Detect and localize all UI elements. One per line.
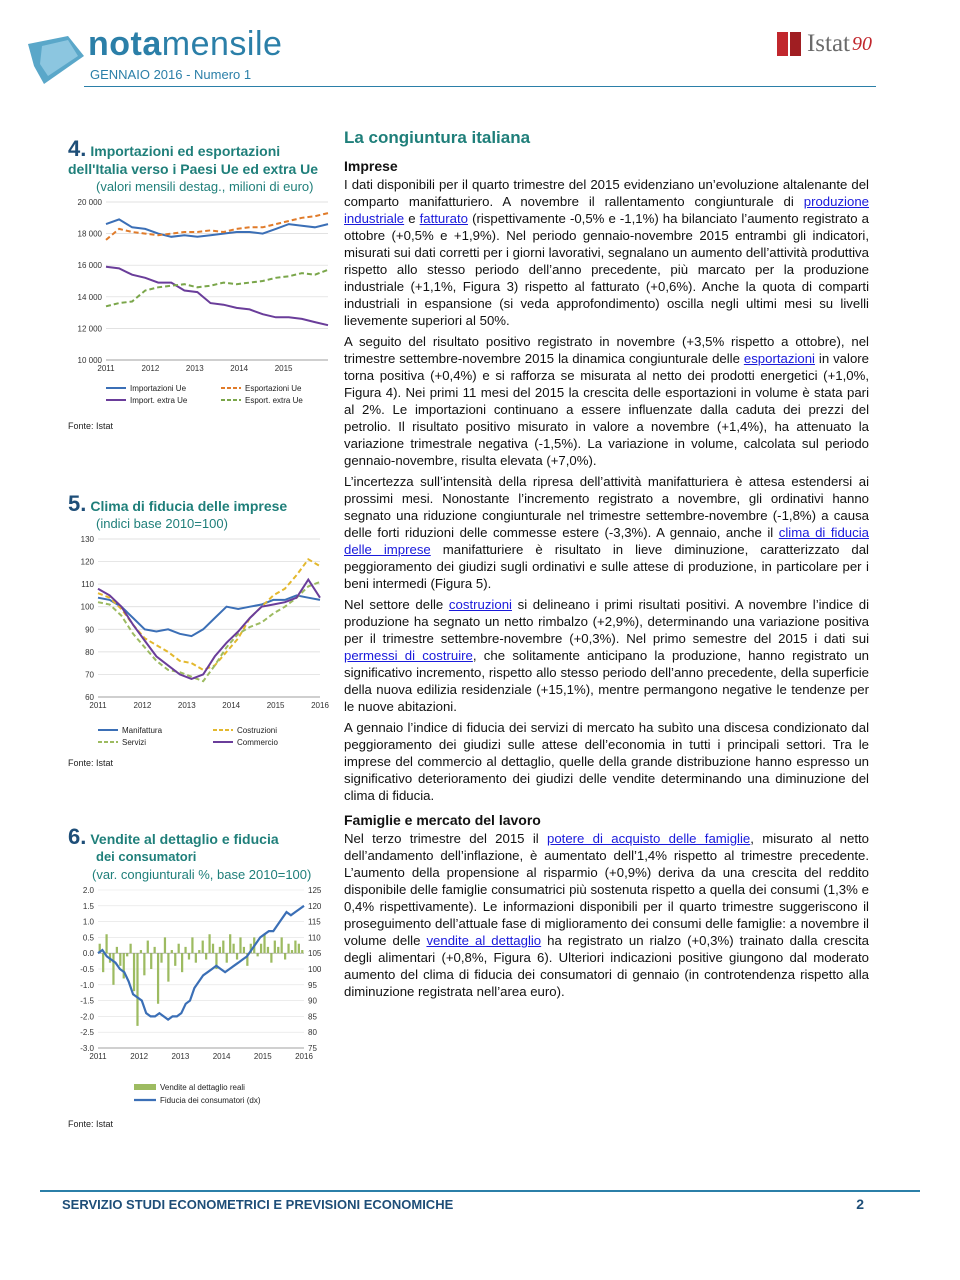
figure-subtitle: (valori mensili destag., milioni di euro) [96, 179, 314, 194]
subsection-title-famiglie: Famiglie e mercato del lavoro [344, 812, 541, 828]
bar [116, 947, 118, 953]
series-line [106, 270, 328, 306]
y-tick-label: 16 000 [77, 261, 102, 271]
legend-label: Fiducia dei consumatori (dx) [160, 1096, 261, 1105]
text-run: Nel terzo trimestre del 2015 il [344, 831, 547, 846]
y-tick-label: 14 000 [77, 292, 102, 302]
istat-flag-icon [790, 32, 801, 56]
bar [243, 947, 245, 953]
y-tick-label: 2.0 [82, 886, 94, 895]
text-run: , misurato al netto dell’andamento dell’inflazione, è aumentato dell’1,4% rispetto al trimestre precedente. L’aumento della propensione al risparmio (+0,9%) deriva da una crescita del reddito disponibile delle famiglie consumatrici più sostenuta rispetto a quella dei consumi (1,3% e 0,4% rispettivamente). Le informazioni disponibili per il quarto trimestre suggeriscono il proseguimento dell’attuale fase di miglioramento dei consumi delle famiglie: a novembre il volume delle [344, 831, 869, 948]
y-tick-label: 130 [80, 535, 94, 544]
x-tick-label: 2014 [230, 364, 249, 373]
bar [171, 950, 173, 953]
x-tick-label: 2012 [133, 701, 152, 710]
x-tick-label: 2013 [185, 364, 204, 373]
y-tick-label: 70 [85, 670, 94, 680]
x-tick-label: 2011 [89, 1052, 107, 1061]
bar [143, 953, 145, 975]
bar [191, 937, 193, 953]
figure-number: 5. [68, 491, 87, 516]
figure-title [68, 136, 338, 178]
figure-title [68, 491, 338, 516]
subsection-title-imprese: Imprese [344, 158, 398, 174]
x-tick-label: 2012 [141, 364, 160, 373]
text-run: si delineano i primi risultati positivi. A novembre l’indice di produzione ha segnato un netto rimbalzo (+2,9%), determinando una variazione positiva per il trimestre settembre-novembre (+0,3%). Nel primo semestre del 2015 i dati sui [344, 597, 869, 646]
y-tick-label: -2.0 [80, 1012, 94, 1022]
bar [222, 941, 224, 954]
bar [130, 944, 132, 953]
y-tick-label: 1.0 [82, 917, 94, 927]
brand-title [88, 24, 282, 64]
y-tick-label: -0.5 [80, 965, 94, 974]
bar [294, 941, 296, 954]
figure-source: Fonte: Istat [68, 1119, 114, 1129]
bar [184, 947, 186, 953]
bar [198, 950, 200, 953]
y-tick-label: 18 000 [77, 229, 102, 239]
figure-title-line2: dei consumatori [96, 849, 197, 864]
bar [281, 937, 283, 953]
bar [160, 953, 162, 962]
y2-tick-label: 80 [308, 1028, 317, 1038]
istat-logo [777, 30, 872, 58]
footer-rule [40, 1190, 920, 1192]
figure-title-text: Clima di fiducia delle imprese [90, 498, 288, 514]
y-tick-label: 110 [81, 580, 94, 590]
y2-tick-label: 95 [308, 980, 317, 990]
figure-subtitle: (indici base 2010=100) [96, 516, 228, 531]
y2-tick-label: 75 [308, 1044, 317, 1053]
y-tick-label: 0.0 [82, 949, 94, 959]
main-text [344, 128, 869, 1004]
paragraph-4 [344, 596, 869, 715]
y-tick-label: 60 [85, 693, 94, 702]
istat-name: Istat [806, 30, 850, 57]
x-tick-label: 2012 [130, 1052, 149, 1061]
figure-4 [68, 136, 338, 431]
bar [119, 953, 121, 966]
bar [287, 944, 289, 953]
x-tick-label: 2013 [177, 701, 196, 710]
bar [267, 947, 269, 953]
x-tick-label: 2016 [295, 1052, 313, 1061]
text-run: ha registrato un rialzo (+0,3%) trainato dalla crescita degli alimentari (+0,8%, Figura 6). Ulteriori indicazioni positive giungono dal moderato aumento del clima di fiducia dei consumatori di gennaio (in controtendenza rispetto alla diminuzione registrata nell’area euro). [344, 933, 869, 999]
series-line [106, 213, 328, 240]
bar [263, 934, 265, 953]
link-esportazioni[interactable]: esportazioni [743, 351, 815, 366]
footer-text: SERVIZIO STUDI ECONOMETRICI E PREVISIONI ECONOMICHE [62, 1197, 454, 1212]
bar [291, 950, 293, 953]
text-run: L’incertezza sull’intensità della ripresa dell’attività manifatturiera è attesa estendersi ai prossimi mesi. Nonostante l’incremento registrato a novembre, gli ordinativi hanno segnato una riduzione congiunturale nel trimestre settembre-novembre (-1,8%) a causa delle forti riduzioni delle commesse estere (-3,3%). A gennaio, anche il [344, 474, 869, 540]
chart-fig4 [68, 196, 338, 421]
notamensile-arrow-icon [28, 36, 84, 84]
legend-label: Importazioni Ue [130, 384, 187, 393]
y-tick-label: 10 000 [77, 356, 102, 365]
figure-source: Fonte: Istat [68, 421, 114, 431]
bar [147, 941, 149, 954]
y-tick-label: 90 [85, 625, 94, 635]
series-line [98, 559, 320, 670]
text-run: I dati disponibili per il quarto trimestre del 2015 evidenziano un’evoluzione altalenante del comparto manifatturiero. A novembre il rallentamento congiunturale di [344, 177, 869, 209]
istat-ninety: 90 [852, 32, 872, 55]
bar [274, 941, 276, 954]
bar [178, 944, 180, 953]
legend-label: Vendite al dettaglio reali [160, 1083, 245, 1092]
y-tick-label: -3.0 [80, 1044, 94, 1053]
legend-label: Servizi [122, 738, 147, 747]
link-potere-acquisto[interactable]: potere di acquisto delle famiglie [546, 831, 751, 846]
bar [202, 941, 204, 954]
y-tick-label: 1.5 [82, 901, 94, 911]
bar [257, 953, 259, 956]
bar [233, 944, 235, 953]
figure-title-text: Importazioni ed esportazioni dell'Italia verso i Paesi Ue ed extra Ue [68, 143, 319, 177]
x-tick-label: 2015 [253, 1052, 272, 1061]
brand-light: mensile [161, 25, 283, 63]
bar [219, 947, 221, 953]
x-tick-label: 2011 [89, 701, 107, 710]
bar [150, 953, 152, 969]
y-tick-label: 0.5 [82, 933, 94, 943]
x-tick-label: 2015 [274, 364, 293, 373]
bar [236, 953, 238, 959]
figure-subtitle: (var. congiunturali %, base 2010=100) [92, 867, 312, 882]
y-tick-label: -1.5 [80, 996, 94, 1006]
y-tick-label: 120 [80, 557, 94, 567]
y-tick-label: 12 000 [77, 324, 102, 334]
paragraph-2 [344, 333, 869, 469]
y-tick-label: 20 000 [77, 198, 102, 207]
figure-source: Fonte: Istat [68, 758, 114, 768]
y2-tick-label: 100 [308, 965, 322, 974]
bar [260, 944, 262, 953]
chart-fig5 [68, 533, 338, 758]
x-tick-label: 2011 [97, 364, 115, 373]
bar [126, 953, 128, 956]
legend-label: Manifattura [122, 726, 163, 735]
link-clima-fiducia-imprese[interactable]: clima di fiducia delle imprese [344, 525, 869, 557]
bar [112, 953, 114, 985]
bar [102, 953, 104, 972]
paragraph-5: A gennaio l’indice di fiducia dei servizi di mercato ha subìto una discesa condizionato dal peggioramento dei giudizi sulle attese dell’economia in tutti i principali settori. Tra le imprese del commercio al dettaglio, quelle della grande distribuzione hanno espresso un significativo deterioramento dei giudizi delle vendite determinando una diminuzione del clima di fiducia. [344, 720, 869, 803]
text-run: (rispettivamente -0,5% e -1,1%) ha bilanciato l’aumento registrato a ottobre (+0,5% e +1,9%). Nel periodo gennaio-novembre 2015 entrambi gli indicatori, misurati sui dati corretti per i giorni lavorativi, segnalano un aumento dell’attività produttiva rispetto allo stesso periodo dell’anno precedente, più marcato per la produzione industriale (+1,1%, Figura 3) rispetto al fatturato (+0,6%). Anche la quota di comparti industriali in espansione (si veda approfondimento) oscilla negli ultimi mesi su livelli lievemente superiori al 50%. [344, 211, 869, 328]
bar [239, 937, 241, 953]
bar [157, 953, 159, 1004]
link-produzione-industriale[interactable]: produzione industriale [344, 194, 869, 226]
chart-fig6 [68, 884, 338, 1119]
paragraph-1 [344, 176, 869, 329]
header-rule [84, 86, 876, 87]
y2-tick-label: 110 [308, 933, 321, 943]
figure-number: 6. [68, 824, 87, 849]
bar [270, 953, 272, 962]
link-fatturato[interactable]: fatturato [419, 211, 468, 226]
bar [205, 953, 207, 959]
text-run: in valore torna positiva (+0,4%) e si rafforza se misurata al netto dei prodotti energetici (+1,0%, Figura 4). Nei primi 11 mesi del 2015 la crescita delle esportazioni in volume è stata pari al 2%. Le importazioni continuano a essere influenzate dalla caduta dei prezzi del petrolio. Il risultato positivo misurato in valore a novembre (+1,4%), ha attenuato la variazione trimestrale negativa (-1,5%). La variazione in volume, calcolata sul periodo gennaio-novembre, risulta elevata (+7,0%). [344, 351, 869, 468]
bar [174, 953, 176, 966]
bar [284, 953, 286, 959]
y2-tick-label: 105 [308, 949, 322, 959]
bar [164, 937, 166, 953]
istat-flag-icon [777, 32, 788, 56]
bar [229, 934, 231, 953]
y2-tick-label: 120 [308, 901, 322, 911]
bar [133, 953, 135, 991]
legend-label: Esportazioni Ue [245, 384, 302, 393]
bar [188, 953, 190, 959]
figure-5 [68, 491, 338, 768]
text-run: A seguito del risultato positivo registrato in novembre (+3,5% rispetto a ottobre), nel trimestre settembre-novembre 2015 la dinamica congiunturale delle [344, 334, 869, 366]
series-line [106, 219, 328, 236]
y-tick-label: 100 [80, 602, 94, 612]
bar [298, 944, 300, 953]
bar [277, 947, 279, 953]
page-header [0, 0, 960, 100]
bar [154, 947, 156, 953]
x-tick-label: 2016 [311, 701, 329, 710]
figure-title [68, 824, 338, 849]
x-tick-label: 2013 [171, 1052, 190, 1061]
issue-label: GENNAIO 2016 - Numero 1 [90, 67, 252, 82]
page-number: 2 [856, 1196, 864, 1212]
paragraph-3 [344, 473, 869, 592]
paragraph-6 [344, 830, 869, 1000]
figure-6 [68, 824, 338, 1129]
section-heading: La congiuntura italiana [344, 128, 531, 147]
y2-tick-label: 115 [308, 917, 321, 927]
bar [140, 950, 142, 953]
x-tick-label: 2014 [222, 701, 241, 710]
x-tick-label: 2015 [266, 701, 285, 710]
x-tick-label: 2014 [212, 1052, 231, 1061]
bar [301, 950, 303, 953]
series-line [98, 906, 304, 1020]
bar [226, 953, 228, 962]
y-tick-label: 80 [85, 647, 94, 657]
bar [195, 953, 197, 962]
y2-tick-label: 85 [308, 1012, 317, 1022]
y2-tick-label: 125 [308, 886, 322, 895]
link-costruzioni[interactable]: costruzioni [448, 597, 512, 612]
bar [136, 953, 138, 1026]
text-run: manifatturiere è risultato in lieve diminuzione, caratterizzato dal peggioramento dei giudizi sugli ordinativi e sulle attese di produzione, in particolare per i beni intermedi (Figura 5). [344, 542, 869, 591]
legend-label: Commercio [237, 738, 278, 747]
bar [167, 953, 169, 981]
figure-title-text: Vendite al dettaglio e fiducia [90, 831, 279, 847]
text-run: e [404, 211, 420, 226]
y2-tick-label: 90 [308, 996, 317, 1006]
y-tick-label: -2.5 [80, 1028, 94, 1038]
legend-label: Import. extra Ue [130, 396, 188, 405]
legend-swatch [134, 1084, 156, 1090]
text-run: , che solitamente anticipano la produzione, hanno registrato un significativo incremento, rispetto allo stesso periodo dell’anno precedente, della superficie della nuova edilizia residenziale (+15,1%), mentre permangono negative le tendenze per le nuove abitazioni. [344, 648, 870, 714]
text-run: Nel settore delle [344, 597, 449, 612]
bar [208, 934, 210, 953]
brand-bold: nota [88, 25, 162, 63]
link-vendite-dettaglio[interactable]: vendite al dettaglio [426, 933, 542, 948]
bar [181, 953, 183, 972]
figure-number: 4. [68, 136, 87, 161]
link-permessi-costruire[interactable]: permessi di costruire [344, 648, 473, 663]
bar [212, 944, 214, 953]
bar [105, 934, 107, 953]
legend-label: Esport. extra Ue [245, 396, 303, 405]
legend-label: Costruzioni [237, 726, 278, 735]
y-tick-label: -1.0 [80, 980, 94, 990]
